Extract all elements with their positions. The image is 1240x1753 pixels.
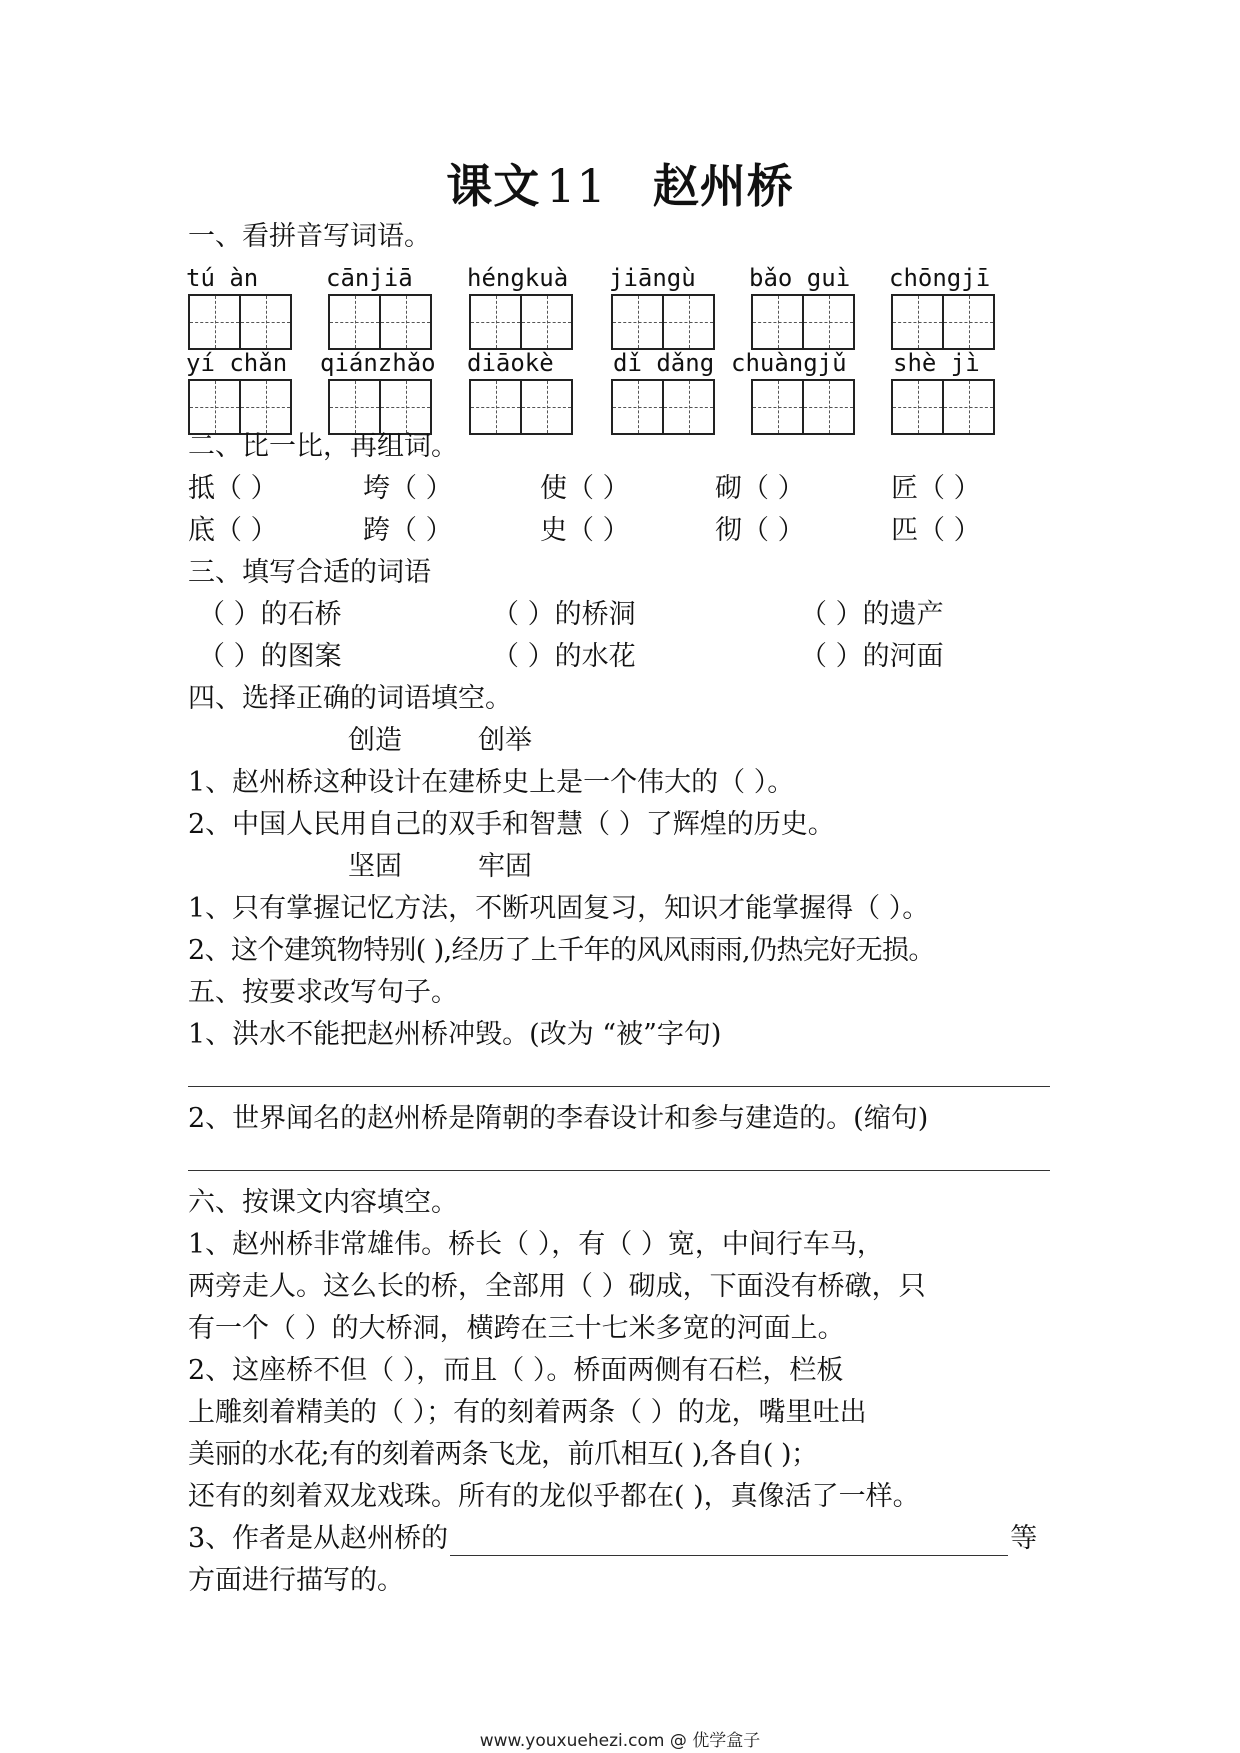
compare-item[interactable]: 垮（ ）: [363, 473, 453, 504]
passage-line[interactable]: 两旁走人。这么长的桥，全部用（ ）砌成，下面没有桥礅，只: [188, 1271, 926, 1302]
word-choice: 创造: [348, 725, 402, 756]
writing-grid[interactable]: [751, 379, 855, 435]
passage-line[interactable]: 还有的刻着双龙戏珠。所有的龙似乎都在( )，真像活了一样。: [188, 1481, 920, 1512]
fill-phrase[interactable]: （ ）的石桥: [198, 599, 342, 630]
pinyin-label: diāokè: [467, 349, 554, 377]
section6-heading: 六、按课文内容填空。: [188, 1187, 458, 1218]
pinyin-label: qiánzhǎo: [320, 349, 436, 377]
answer-line[interactable]: [188, 1170, 1050, 1171]
word-choice: 牢固: [478, 851, 532, 882]
writing-grid[interactable]: [891, 294, 995, 350]
passage-line[interactable]: 2、这座桥不但（ ），而且（ ）。桥面两侧有石栏，栏板: [188, 1355, 844, 1386]
word-choice: 创举: [478, 725, 532, 756]
question-3-continuation: 方面进行描写的。: [188, 1565, 404, 1596]
answer-blank[interactable]: [450, 1527, 1008, 1556]
question[interactable]: 2、这个建筑物特别( ),经历了上千年的风风雨雨,仍热完好无损。: [188, 935, 935, 966]
compare-item[interactable]: 匠（ ）: [891, 473, 981, 504]
question[interactable]: 2、中国人民用自己的双手和智慧（ ）了辉煌的历史。: [188, 809, 835, 840]
section1-heading: 一、看拼音写词语。: [188, 221, 431, 252]
compare-item[interactable]: 跨（ ）: [363, 515, 453, 546]
title-name: 赵州桥: [652, 159, 794, 213]
writing-grid[interactable]: [751, 294, 855, 350]
pinyin-label: dǐ dǎng: [613, 349, 715, 377]
compare-item[interactable]: 使（ ）: [540, 473, 630, 504]
fill-phrase[interactable]: （ ）的水花: [492, 641, 636, 672]
compare-item[interactable]: 砌（ ）: [715, 473, 805, 504]
compare-item[interactable]: 匹（ ）: [891, 515, 981, 546]
pinyin-label: jiāngù: [609, 264, 696, 292]
writing-grid[interactable]: [469, 294, 573, 350]
section5-heading: 五、按要求改写句子。: [188, 977, 458, 1008]
compare-item[interactable]: 彻（ ）: [715, 515, 805, 546]
word-choice: 坚固: [348, 851, 402, 882]
pinyin-label: bǎo guì: [749, 264, 851, 292]
writing-grid[interactable]: [611, 294, 715, 350]
question: 1、洪水不能把赵州桥冲毁。(改为 “被”字句): [188, 1019, 722, 1050]
writing-grid[interactable]: [469, 379, 573, 435]
compare-item[interactable]: 底（ ）: [188, 515, 278, 546]
fill-phrase[interactable]: （ ）的桥洞: [492, 599, 636, 630]
writing-grid[interactable]: [188, 294, 292, 350]
fill-phrase[interactable]: （ ）的遗产: [800, 599, 944, 630]
pinyin-label: tú àn: [186, 264, 259, 292]
pinyin-label: héngkuà: [467, 264, 569, 292]
question-3: [188, 1522, 1037, 1556]
pinyin-label: cānjiā: [326, 264, 413, 292]
section2-heading: 二、比一比，再组词。: [188, 431, 458, 462]
writing-grid[interactable]: [891, 379, 995, 435]
question[interactable]: 1、只有掌握记忆方法，不断巩固复习，知识才能掌握得（ ）。: [188, 893, 930, 924]
pinyin-label: chōngjī: [889, 264, 991, 292]
compare-item[interactable]: 史（ ）: [540, 515, 630, 546]
writing-grid[interactable]: [188, 379, 292, 435]
title-number: 11: [546, 159, 607, 213]
writing-grid[interactable]: [328, 294, 432, 350]
answer-line[interactable]: [188, 1086, 1050, 1087]
footer-watermark: www.youxuehezi.com @ 优学盒子: [479, 1731, 761, 1751]
passage-line[interactable]: 有一个（ ）的大桥洞，横跨在三十七米多宽的河面上。: [188, 1313, 845, 1344]
question-3-prefix: 3、作者是从赵州桥的: [188, 1523, 449, 1554]
question: 2、世界闻名的赵州桥是隋朝的李春设计和参与建造的。(缩句): [188, 1103, 929, 1134]
compare-item[interactable]: 抵（ ）: [188, 473, 278, 504]
section3-heading: 三、填写合适的词语: [188, 557, 431, 588]
pinyin-label: shè jì: [893, 349, 980, 377]
passage-line[interactable]: 上雕刻着精美的（ ）；有的刻着两条（ ）的龙，嘴里吐出: [188, 1397, 867, 1428]
pinyin-label: chuàngjǔ: [731, 349, 847, 377]
passage-line[interactable]: 1、赵州桥非常雄伟。桥长（ ），有（ ）宽，中间行车马，: [188, 1229, 884, 1260]
section4-heading: 四、选择正确的词语填空。: [188, 683, 512, 714]
question-3-suffix: 等: [1010, 1523, 1038, 1554]
fill-phrase[interactable]: （ ）的图案: [198, 641, 342, 672]
title-lesson: 课文: [446, 159, 541, 213]
passage-line[interactable]: 美丽的水花;有的刻着两条飞龙，前爪相互( ),各自( )；: [188, 1439, 818, 1470]
question[interactable]: 1、赵州桥这种设计在建桥史上是一个伟大的（ ）。: [188, 767, 795, 798]
writing-grid[interactable]: [328, 379, 432, 435]
writing-grid[interactable]: [611, 379, 715, 435]
pinyin-label: yí chǎn: [186, 349, 288, 377]
fill-phrase[interactable]: （ ）的河面: [800, 641, 944, 672]
page-title: [0, 150, 1240, 216]
